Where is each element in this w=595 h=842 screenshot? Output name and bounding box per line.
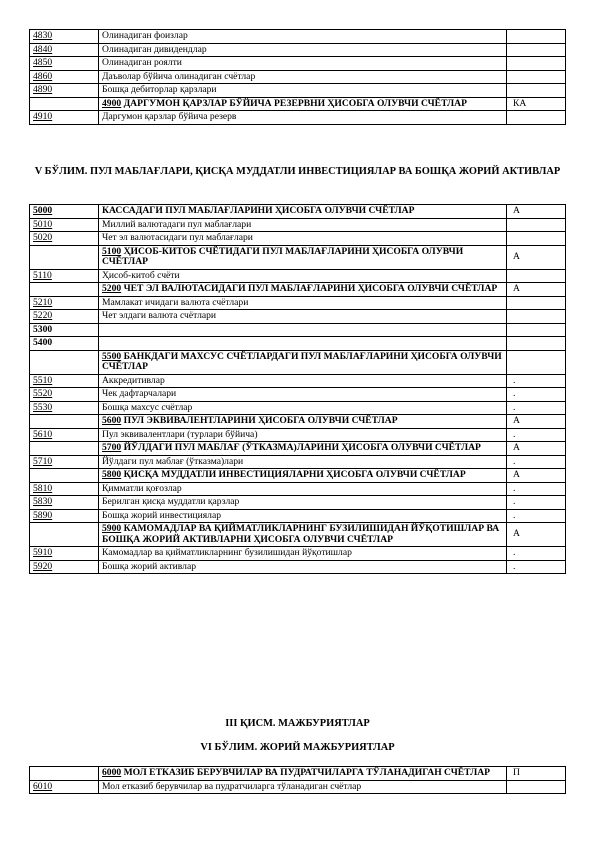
account-name: Мамлакат ичидаги валюта счётлари bbox=[102, 296, 249, 308]
account-name-cell bbox=[99, 767, 507, 781]
account-code: 5010 bbox=[33, 218, 53, 230]
account-code: 5000 bbox=[33, 205, 53, 216]
account-name-cell bbox=[99, 560, 507, 574]
account-code-cell bbox=[30, 509, 99, 523]
account-type-cell bbox=[507, 30, 566, 44]
account-group-row bbox=[30, 442, 566, 456]
account-type-cell bbox=[507, 337, 566, 351]
account-type-cell bbox=[507, 428, 566, 442]
account-type-cell bbox=[507, 442, 566, 456]
account-group-row bbox=[30, 415, 566, 429]
group-code: 5600 bbox=[102, 415, 122, 426]
account-code-cell bbox=[30, 57, 99, 71]
account-code: 5710 bbox=[33, 455, 53, 467]
account-type-mark: . bbox=[513, 374, 516, 386]
account-name-cell bbox=[99, 388, 507, 402]
account-name: Олинадиган фоизлар bbox=[102, 30, 188, 41]
account-row bbox=[30, 560, 566, 574]
account-name-cell bbox=[99, 218, 507, 232]
account-row bbox=[30, 388, 566, 402]
account-row bbox=[30, 84, 566, 98]
account-row bbox=[30, 374, 566, 388]
account-type-cell bbox=[507, 509, 566, 523]
account-name: ДАРГУМОН ҚАРЗЛАР БЎЙИЧА РЕЗЕРВНИ ҲИСОБГА ОЛУВЧИ СЧЁТЛАР bbox=[121, 97, 467, 109]
account-code: 5890 bbox=[33, 509, 53, 521]
group-code: 5800 bbox=[102, 469, 122, 480]
account-name-cell bbox=[99, 509, 507, 523]
account-code-cell bbox=[30, 232, 99, 246]
account-name: Бошқа жорий инвестициялар bbox=[102, 509, 222, 521]
account-name-cell bbox=[99, 350, 507, 374]
account-name: Даргумон қарзлар бўйича резерв bbox=[102, 111, 237, 122]
account-type-cell bbox=[507, 415, 566, 429]
account-code-cell bbox=[30, 455, 99, 469]
account-code: 5910 bbox=[33, 547, 53, 558]
account-code: 5810 bbox=[33, 482, 53, 494]
account-name: Йўлдаги пул маблағ (ўтказма)лари bbox=[102, 455, 244, 467]
account-code: 5210 bbox=[33, 296, 53, 308]
account-type-mark: . bbox=[513, 496, 516, 507]
account-name: КАМОМАДЛАР ВА ҚИЙМАТЛИКЛАРНИНГ БУЗИЛИШИДАН ЙЎҚОТИШЛАР ВА БОШҚА ЖОРИЙ АКТИВЛАРНИ ҲИСОБГА ОЛУВЧИ СЧЁТЛАР bbox=[102, 523, 500, 545]
account-name-cell bbox=[99, 43, 507, 57]
account-code-cell bbox=[30, 323, 99, 337]
account-row bbox=[30, 218, 566, 232]
account-code: 5510 bbox=[33, 374, 53, 386]
account-name-cell bbox=[99, 455, 507, 469]
account-code-cell bbox=[30, 283, 99, 297]
account-type-mark: А bbox=[513, 528, 520, 540]
account-name: Олинадиган дивидендлар bbox=[102, 43, 207, 55]
account-type-cell bbox=[507, 323, 566, 337]
account-type-cell bbox=[507, 43, 566, 57]
account-name: ЧЕТ ЭЛ ВАЛЮТАСИДАГИ ПУЛ МАБЛАҒЛАРИНИ ҲИСОБГА ОЛУВЧИ СЧЁТЛАР bbox=[121, 283, 498, 294]
group-code: 5200 bbox=[102, 283, 122, 294]
account-code: 5020 bbox=[33, 232, 53, 243]
account-type-mark: А bbox=[513, 442, 520, 453]
section-v-title: V БЎЛИМ. ПУЛ МАБЛАҒЛАРИ, ҚИСҚА МУДДАТЛИ ИНВЕСТИЦИЯЛАР ВА БОШҚА ЖОРИЙ АКТИВЛАР bbox=[34, 166, 561, 177]
account-code-cell bbox=[30, 43, 99, 57]
account-code-cell bbox=[30, 97, 99, 111]
account-name-cell bbox=[99, 496, 507, 510]
account-row bbox=[30, 310, 566, 324]
account-type-cell bbox=[507, 283, 566, 297]
account-group-row bbox=[30, 283, 566, 297]
account-type-cell bbox=[507, 523, 566, 547]
account-name: БАНКДАГИ МАХСУС СЧЁТЛАРДАГИ ПУЛ МАБЛАҒЛАРИНИ ҲИСОБГА ОЛУВЧИ СЧЁТЛАР bbox=[102, 350, 502, 372]
account-name: Олинадиган роялти bbox=[102, 57, 182, 68]
account-code-cell bbox=[30, 428, 99, 442]
account-code: 5610 bbox=[33, 428, 53, 440]
account-name-cell bbox=[99, 415, 507, 429]
account-type-mark: П bbox=[513, 767, 520, 778]
account-name: Аккредитивлар bbox=[102, 374, 165, 386]
account-code-cell bbox=[30, 496, 99, 510]
group-code: 5700 bbox=[102, 442, 122, 453]
account-name-cell bbox=[99, 337, 507, 351]
account-name-cell bbox=[99, 269, 507, 283]
account-code-cell bbox=[30, 442, 99, 456]
account-type-mark: . bbox=[513, 428, 516, 440]
account-name-cell bbox=[99, 428, 507, 442]
account-type-cell bbox=[507, 388, 566, 402]
account-group-row bbox=[30, 469, 566, 483]
account-name-cell bbox=[99, 70, 507, 84]
account-group-row bbox=[30, 205, 566, 219]
account-code: 5520 bbox=[33, 388, 53, 399]
account-code: 5300 bbox=[33, 323, 53, 335]
account-name: Даъволар бўйича олинадиган счётлар bbox=[102, 70, 256, 82]
account-type-cell bbox=[507, 560, 566, 574]
account-code-cell bbox=[30, 547, 99, 561]
accounts-table-liabilities bbox=[29, 766, 566, 794]
account-code-cell bbox=[30, 482, 99, 496]
account-code: 5920 bbox=[33, 560, 53, 572]
account-type-cell bbox=[507, 232, 566, 246]
account-type-mark: . bbox=[513, 482, 516, 494]
account-row bbox=[30, 323, 566, 337]
account-row bbox=[30, 401, 566, 415]
account-code: 4910 bbox=[33, 111, 53, 122]
account-code-cell bbox=[30, 296, 99, 310]
account-name-cell bbox=[99, 401, 507, 415]
account-name: ҚИСҚА МУДДАТЛИ ИНВЕСТИЦИЯЛАРНИ ҲИСОБГА ОЛУВЧИ СЧЁТЛАР bbox=[121, 469, 466, 480]
account-code-cell bbox=[30, 70, 99, 84]
account-code-cell bbox=[30, 469, 99, 483]
group-code: 4900 bbox=[102, 97, 122, 109]
account-type-cell bbox=[507, 205, 566, 219]
account-code-cell bbox=[30, 111, 99, 125]
account-code: 5110 bbox=[33, 269, 52, 281]
account-type-cell bbox=[507, 767, 566, 781]
account-name-cell bbox=[99, 205, 507, 219]
account-row bbox=[30, 232, 566, 246]
account-code-cell bbox=[30, 780, 99, 794]
account-type-mark: А bbox=[513, 205, 520, 216]
account-name-cell bbox=[99, 442, 507, 456]
account-row bbox=[30, 111, 566, 125]
account-name: Бошқа махсус счётлар bbox=[102, 401, 193, 413]
account-name: Берилган қисқа муддатли қарзлар bbox=[102, 496, 240, 507]
account-name: Пул эквивалентлари (турлари бўйича) bbox=[102, 428, 258, 440]
account-type-mark: . bbox=[513, 455, 516, 467]
account-name-cell bbox=[99, 84, 507, 98]
account-name-cell bbox=[99, 30, 507, 44]
account-code: 4830 bbox=[33, 30, 53, 41]
account-name: Чек дафтарчалари bbox=[102, 388, 177, 399]
account-group-row bbox=[30, 523, 566, 547]
account-row bbox=[30, 509, 566, 523]
account-row bbox=[30, 269, 566, 283]
account-name-cell bbox=[99, 245, 507, 269]
account-name-cell bbox=[99, 310, 507, 324]
account-code: 4840 bbox=[33, 43, 53, 55]
group-code: 6000 bbox=[102, 767, 122, 778]
account-code: 5220 bbox=[33, 310, 53, 321]
account-code: 4890 bbox=[33, 84, 53, 95]
account-code: 5830 bbox=[33, 496, 53, 507]
account-name: Бошқа дебиторлар қарзлари bbox=[102, 84, 217, 95]
account-name: Чет эл валютасидаги пул маблағлари bbox=[102, 232, 253, 243]
account-name: Ҳисоб-китоб счёти bbox=[102, 269, 180, 281]
account-row bbox=[30, 455, 566, 469]
account-code: 6010 bbox=[33, 780, 53, 792]
account-code-cell bbox=[30, 767, 99, 781]
account-name: ПУЛ ЭКВИВАЛЕНТЛАРИНИ ҲИСОБГА ОЛУВЧИ СЧЁТЛАР bbox=[121, 415, 398, 426]
account-row bbox=[30, 337, 566, 351]
account-type-mark: А bbox=[513, 469, 520, 480]
account-type-cell bbox=[507, 482, 566, 496]
account-type-cell bbox=[507, 245, 566, 269]
account-code-cell bbox=[30, 374, 99, 388]
account-code-cell bbox=[30, 218, 99, 232]
account-code-cell bbox=[30, 523, 99, 547]
account-name-cell bbox=[99, 111, 507, 125]
account-type-cell bbox=[507, 70, 566, 84]
account-name: КАССАДАГИ ПУЛ МАБЛАҒЛАРИНИ ҲИСОБГА ОЛУВЧИ СЧЁТЛАР bbox=[102, 205, 415, 216]
account-code-cell bbox=[30, 269, 99, 283]
account-group-row bbox=[30, 245, 566, 269]
account-name: Мол етказиб берувчилар ва пудратчиларга тўланадиган счётлар bbox=[102, 780, 362, 792]
group-code: 5900 bbox=[102, 523, 122, 534]
account-type-cell bbox=[507, 296, 566, 310]
account-name-cell bbox=[99, 323, 507, 337]
account-name: ҲИСОБ-КИТОБ СЧЁТИДАГИ ПУЛ МАБЛАҒЛАРИНИ ҲИСОБГА ОЛУВЧИ СЧЁТЛАР bbox=[102, 245, 464, 267]
account-type-cell bbox=[507, 310, 566, 324]
account-code: 5400 bbox=[33, 337, 53, 348]
account-code: 5530 bbox=[33, 401, 53, 413]
account-code-cell bbox=[30, 310, 99, 324]
account-name: ЙЎЛДАГИ ПУЛ МАБЛАҒ (ЎТКАЗМА)ЛАРИНИ ҲИСОБГА ОЛУВЧИ СЧЁТЛАР bbox=[121, 442, 481, 453]
account-type-mark: . bbox=[513, 401, 516, 413]
account-code-cell bbox=[30, 30, 99, 44]
account-name-cell bbox=[99, 57, 507, 71]
account-name: Бошқа жорий активлар bbox=[102, 560, 197, 572]
account-name: Камомадлар ва қийматликларнинг бузилишидан йўқотишлар bbox=[102, 547, 352, 558]
account-row bbox=[30, 547, 566, 561]
account-type-mark: . bbox=[513, 388, 516, 399]
account-name-cell bbox=[99, 547, 507, 561]
account-row bbox=[30, 780, 566, 794]
account-row bbox=[30, 57, 566, 71]
account-type-cell bbox=[507, 780, 566, 794]
account-row bbox=[30, 296, 566, 310]
account-type-mark: А bbox=[513, 283, 520, 294]
account-type-cell bbox=[507, 97, 566, 111]
account-name-cell bbox=[99, 374, 507, 388]
account-type-cell bbox=[507, 84, 566, 98]
accounts-table-cash bbox=[29, 204, 566, 574]
account-row bbox=[30, 70, 566, 84]
account-code: 4860 bbox=[33, 70, 53, 82]
account-row bbox=[30, 30, 566, 44]
account-code-cell bbox=[30, 401, 99, 415]
account-type-cell bbox=[507, 269, 566, 283]
account-type-mark: . bbox=[513, 547, 516, 558]
accounts-table-receivables bbox=[29, 29, 566, 125]
account-code-cell bbox=[30, 560, 99, 574]
account-type-mark: КА bbox=[513, 97, 527, 109]
account-row bbox=[30, 428, 566, 442]
account-code-cell bbox=[30, 84, 99, 98]
account-type-cell bbox=[507, 455, 566, 469]
account-type-cell bbox=[507, 57, 566, 71]
account-type-mark: А bbox=[513, 250, 520, 262]
group-code: 5100 bbox=[102, 245, 122, 257]
section-vi-title: VI БЎЛИМ. ЖОРИЙ МАЖБУРИЯТЛАР bbox=[200, 742, 395, 753]
account-group-row bbox=[30, 350, 566, 374]
account-name-cell bbox=[99, 523, 507, 547]
account-type-mark: . bbox=[513, 560, 516, 572]
account-code-cell bbox=[30, 415, 99, 429]
account-code-cell bbox=[30, 350, 99, 374]
account-type-cell bbox=[507, 469, 566, 483]
account-name-cell bbox=[99, 232, 507, 246]
account-group-row bbox=[30, 767, 566, 781]
account-type-cell bbox=[507, 547, 566, 561]
account-name-cell bbox=[99, 97, 507, 111]
account-name-cell bbox=[99, 283, 507, 297]
account-name: МОЛ ЕТКАЗИБ БЕРУВЧИЛАР ВА ПУДРАТЧИЛАРГА ТЎЛАНАДИГАН СЧЁТЛАР bbox=[121, 767, 491, 778]
account-group-row bbox=[30, 97, 566, 111]
account-name-cell bbox=[99, 469, 507, 483]
account-name-cell bbox=[99, 482, 507, 496]
account-type-cell bbox=[507, 350, 566, 374]
account-name-cell bbox=[99, 780, 507, 794]
account-name-cell bbox=[99, 296, 507, 310]
account-code-cell bbox=[30, 205, 99, 219]
account-code-cell bbox=[30, 388, 99, 402]
account-type-cell bbox=[507, 218, 566, 232]
account-row bbox=[30, 43, 566, 57]
account-type-mark: . bbox=[513, 509, 516, 521]
account-type-cell bbox=[507, 374, 566, 388]
account-name: Миллий валютадаги пул маблағлари bbox=[102, 218, 252, 230]
group-code: 5500 bbox=[102, 350, 122, 362]
account-type-cell bbox=[507, 111, 566, 125]
account-name: Чет элдаги валюта счётлари bbox=[102, 310, 217, 321]
account-type-cell bbox=[507, 496, 566, 510]
account-code-cell bbox=[30, 337, 99, 351]
account-name: Қимматли қоғозлар bbox=[102, 482, 182, 494]
account-row bbox=[30, 496, 566, 510]
account-row bbox=[30, 482, 566, 496]
part-iii-title: III ҚИСМ. МАЖБУРИЯТЛАР bbox=[225, 718, 370, 729]
account-type-mark: А bbox=[513, 415, 520, 426]
account-code-cell bbox=[30, 245, 99, 269]
account-type-cell bbox=[507, 401, 566, 415]
account-code: 4850 bbox=[33, 57, 53, 68]
